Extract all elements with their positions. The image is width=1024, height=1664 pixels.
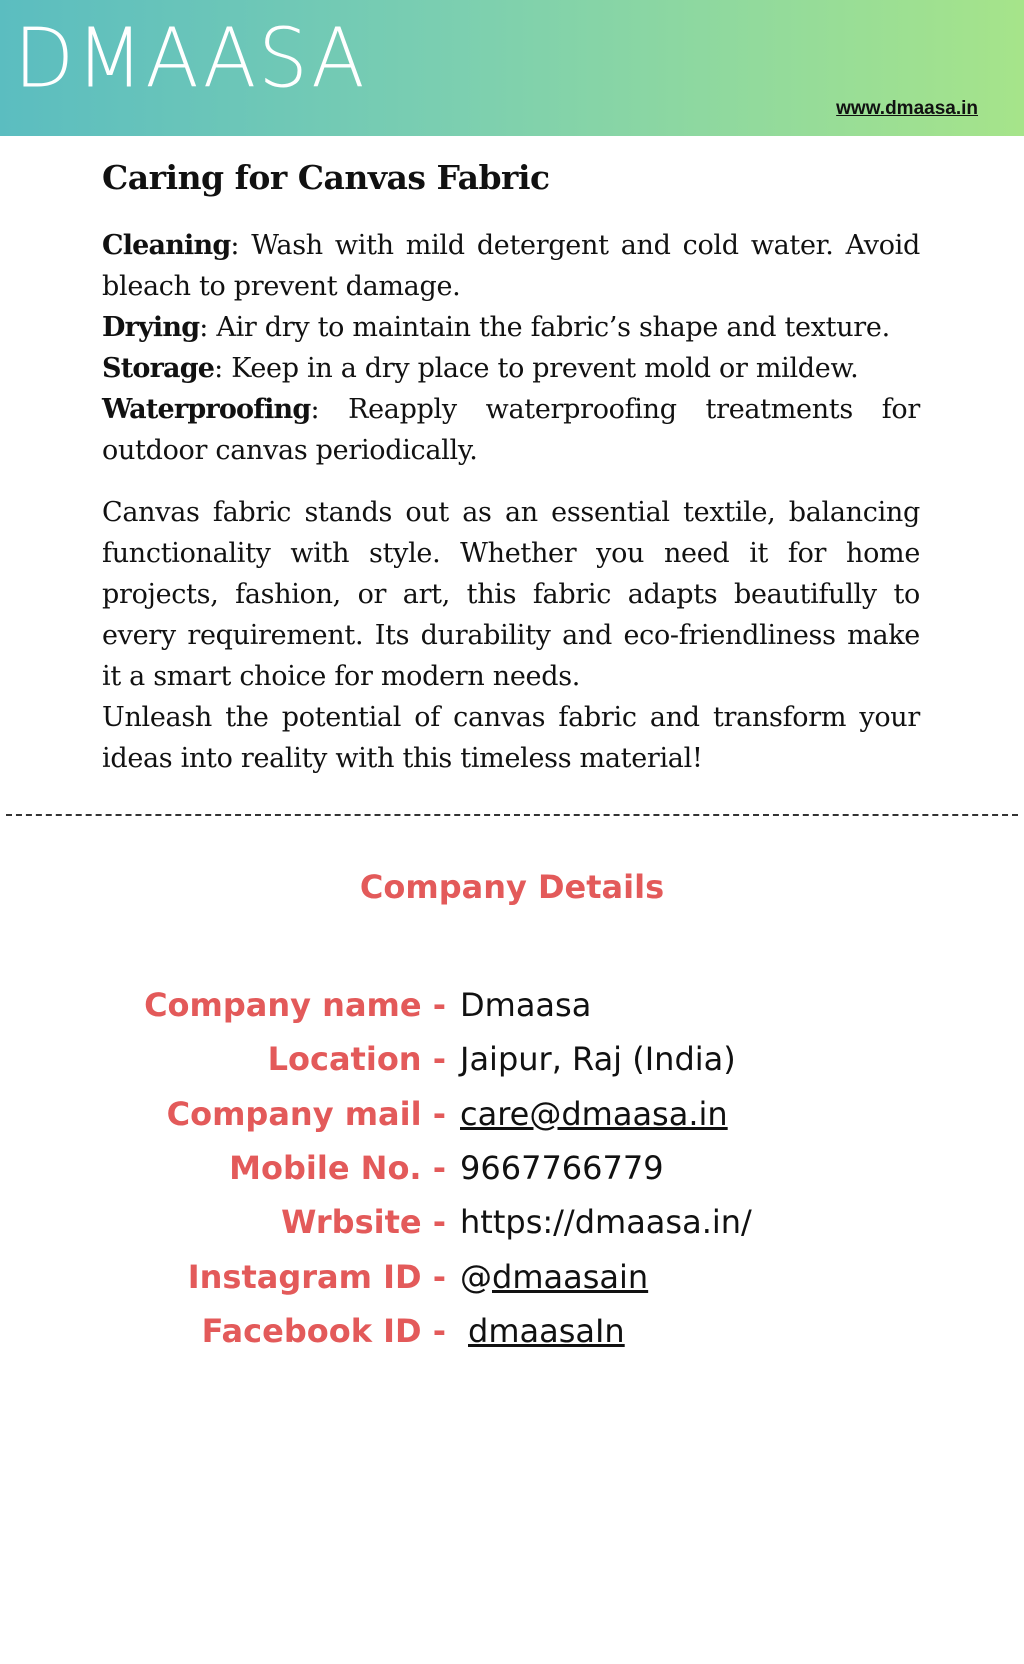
company-details-heading: Company Details [359,868,665,906]
article [102,158,920,779]
brand-logo: DMAASA [14,11,367,107]
detail-label: Instagram ID - [187,1258,446,1296]
detail-row-website [0,1203,1024,1251]
detail-value: Dmaasa [460,986,592,1024]
care-term: Cleaning [102,230,231,261]
detail-row-mail [0,1095,1024,1143]
care-list [102,225,920,471]
detail-label: Company name - [144,986,446,1024]
care-term: Storage [102,353,215,384]
care-term: Waterproofing [102,394,311,425]
detail-label: Facebook ID - [201,1312,446,1350]
closing-paragraph: Unleash the potential of canvas fabric and transform your ideas into reality with this timeless material! [102,702,920,774]
care-item-storage [102,353,858,384]
detail-value: https://dmaasa.in/ [460,1203,752,1241]
care-text: : Air dry to maintain the fabric’s shape and texture. [199,312,890,343]
mail-link[interactable]: care@dmaasa.in [460,1095,728,1133]
care-term: Drying [102,312,200,343]
detail-label: Mobile No. - [229,1149,446,1187]
detail-row-location [0,1040,1024,1088]
conclusion-paragraph: Canvas fabric stands out as an essential textile, balancing functionality with style. Whether you need it for home projects, fashion, or art, this fabric adapts beautifully to every requirement. Its durability and eco-friendliness make it a smart choice for modern needs. [102,497,920,692]
detail-value [460,1258,648,1296]
care-item-cleaning [102,230,920,302]
care-item-waterproofing [102,394,920,466]
detail-row-facebook [0,1312,1024,1360]
care-text: : Reapply waterproofing treatments for outdoor canvas periodically. [102,394,920,466]
detail-value: 9667766779 [460,1149,664,1187]
detail-label: Wrbsite - [281,1203,446,1241]
detail-row-company-name [0,986,1024,1034]
detail-label: Location - [267,1040,446,1078]
detail-value: Jaipur, Raj (India) [460,1040,736,1078]
instagram-link[interactable]: dmaasain [492,1258,649,1296]
website-link[interactable]: www.dmaasa.in [836,98,978,119]
care-text: : Keep in a dry place to prevent mold or mildew. [214,353,859,384]
dashed-divider [6,814,1018,816]
detail-row-instagram [0,1258,1024,1306]
facebook-link[interactable]: dmaasaIn [468,1312,625,1350]
care-item-drying [102,312,890,343]
care-text: : Wash with mild detergent and cold water. Avoid bleach to prevent damage. [102,230,920,302]
article-title: Caring for Canvas Fabric [102,158,550,197]
at-prefix: @ [460,1258,492,1296]
header-banner [0,0,1024,136]
detail-row-mobile [0,1149,1024,1197]
detail-label: Company mail - [166,1095,446,1133]
